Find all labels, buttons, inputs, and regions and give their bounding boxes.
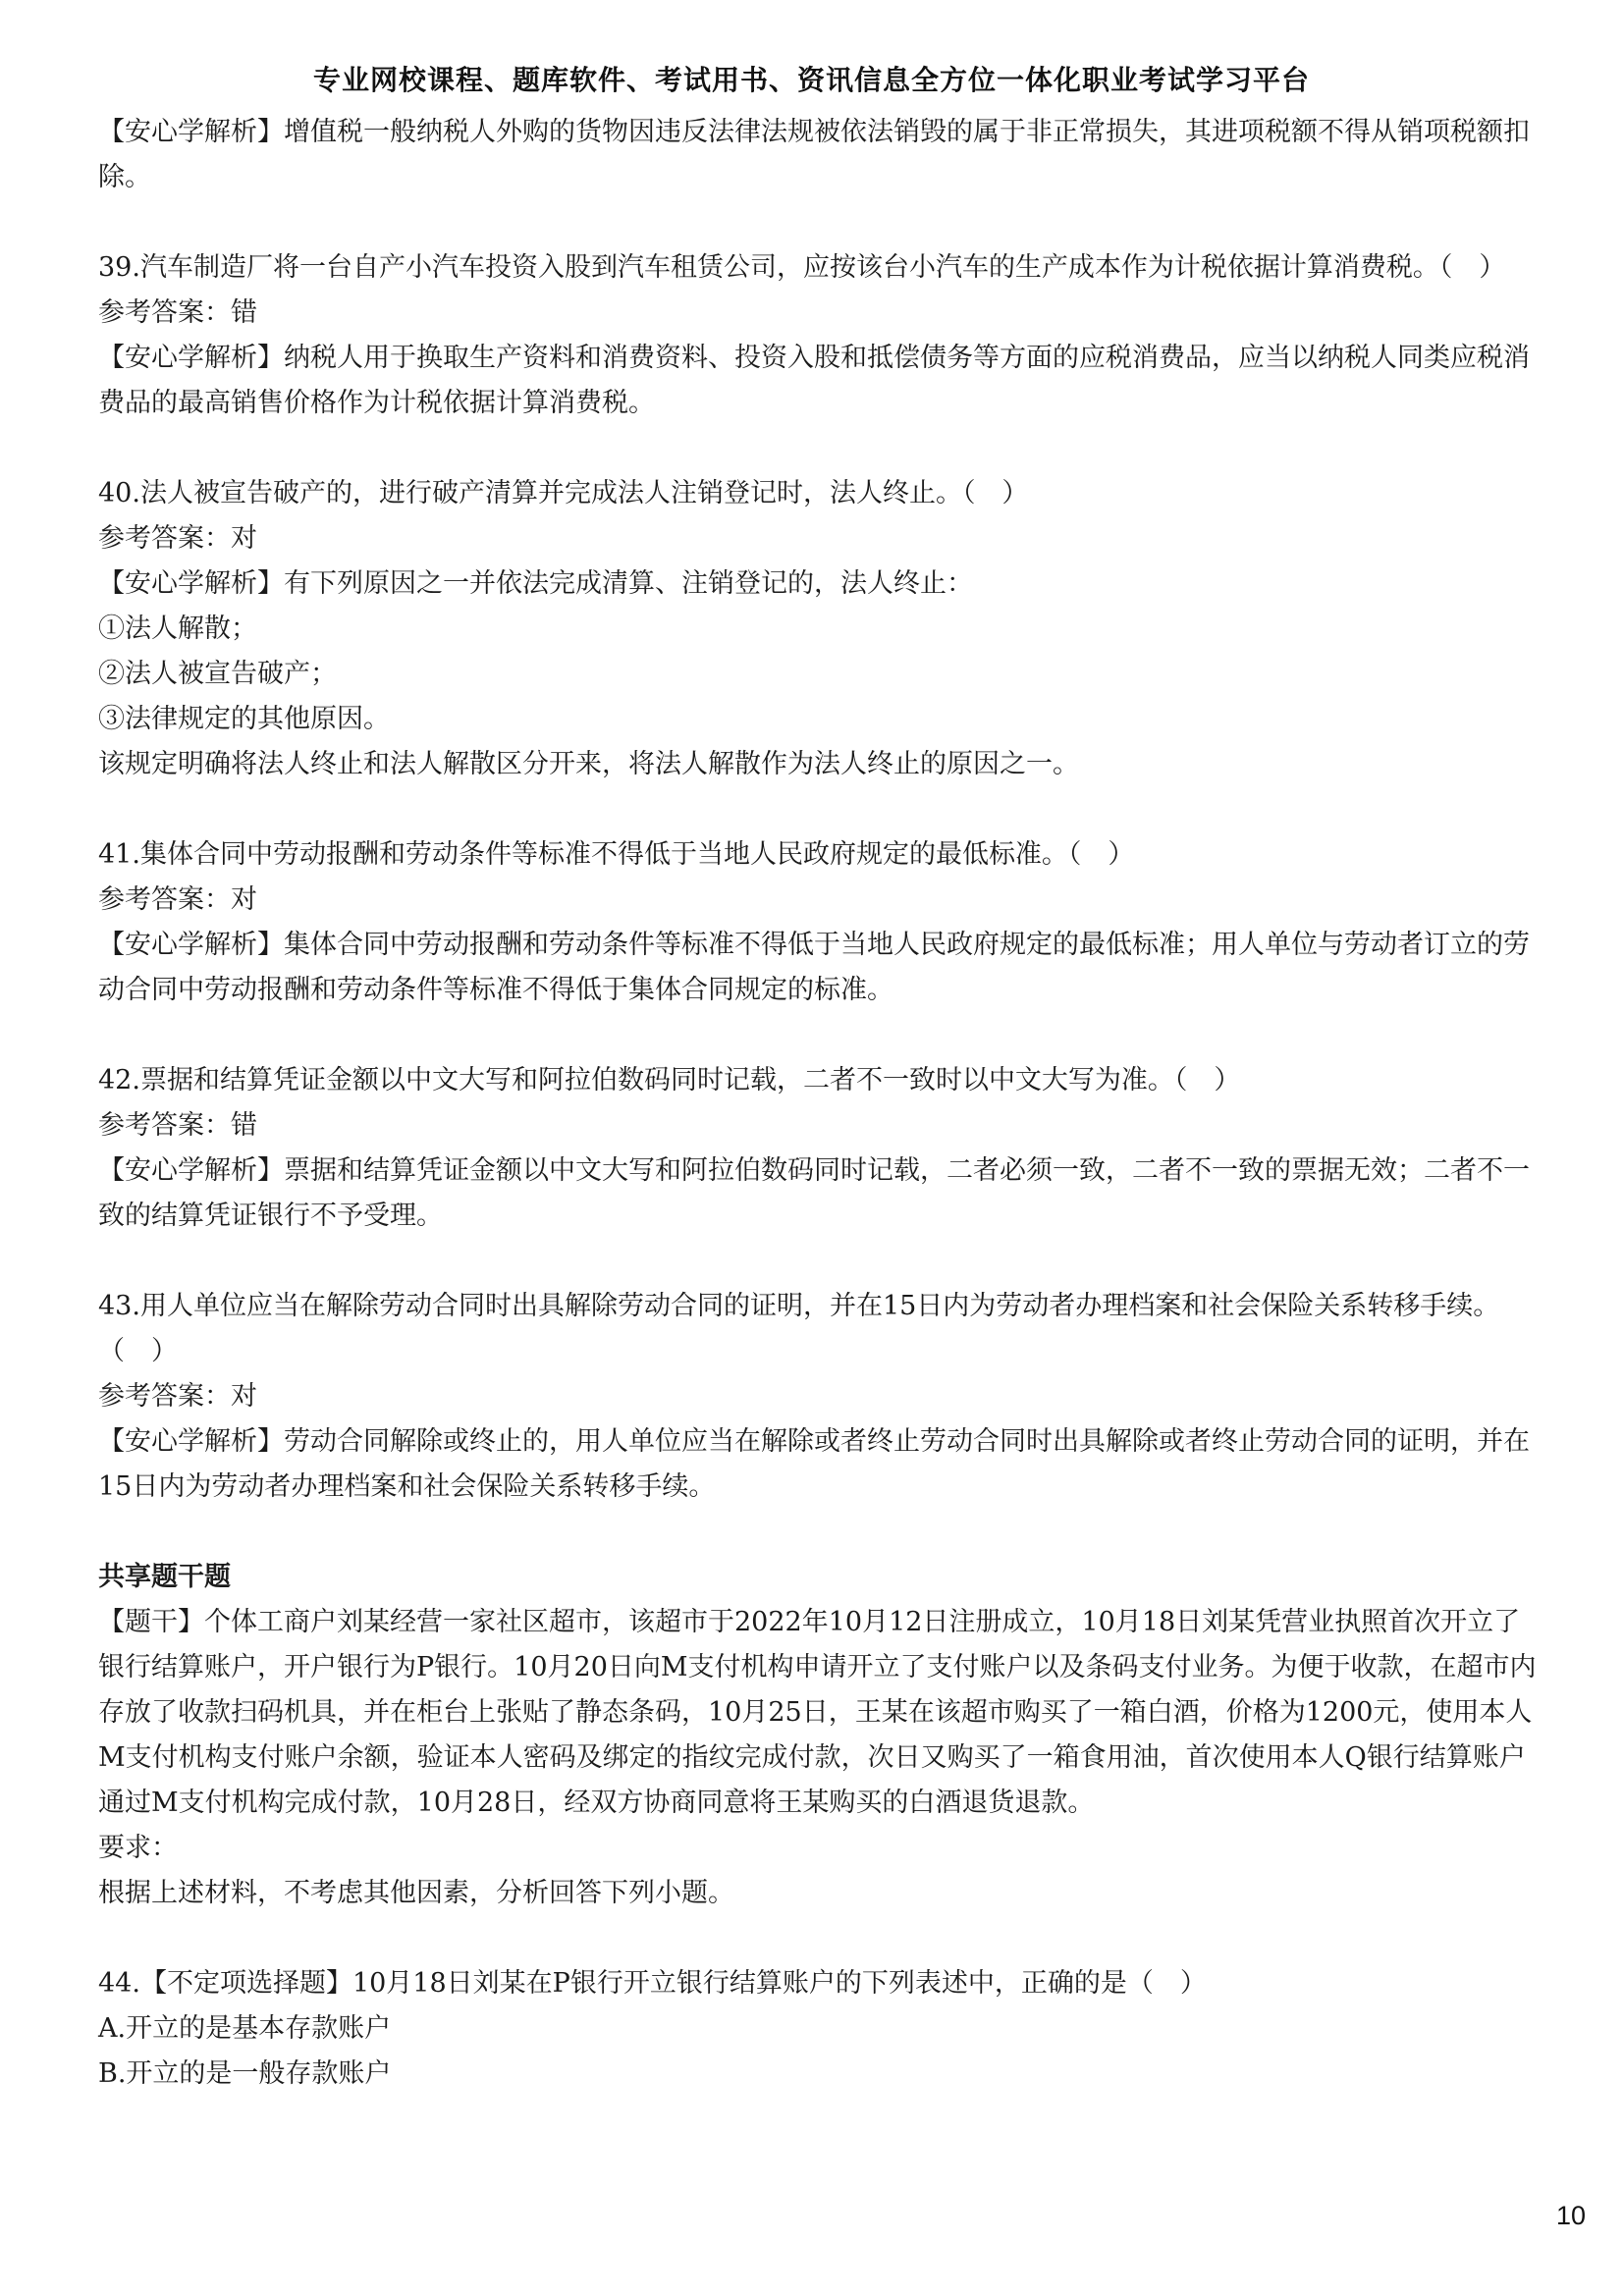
q40-item: ①法人解散； — [98, 614, 257, 644]
shared-requirement: 根据上述材料，不考虑其他因素，分析回答下列小题。 — [98, 1878, 734, 1908]
page-header: 专业网校课程、题库软件、考试用书、资讯信息全方位一体化职业考试学习平台 — [312, 64, 1310, 96]
q41-analysis: 【安心学解析】集体合同中劳动报酬和劳动条件等标准不得低于当地人民政府规定的最低标准；用人单位与劳动者订立的劳动合同中劳动报酬和劳动条件等标准不得低于集体合同规定的标准。 — [98, 930, 1530, 1005]
q42-question: 42.票据和结算凭证金额以中文大写和阿拉伯数码同时记载，二者不一致时以中文大写为准。（ ） — [98, 1065, 1241, 1095]
shared-requirement-label: 要求： — [98, 1833, 178, 1863]
document-body — [98, 110, 1537, 2097]
q39-analysis: 【安心学解析】纳税人用于换取生产资料和消费资料、投资入股和抵偿债务等方面的应税消费品，应当以纳税人同类应税消费品的最高销售价格作为计税依据计算消费税。 — [98, 343, 1530, 418]
q43-answer: 参考答案：对 — [98, 1381, 257, 1412]
q41-answer: 参考答案：对 — [98, 884, 257, 915]
q42-analysis: 【安心学解析】票据和结算凭证金额以中文大写和阿拉伯数码同时记载，二者必须一致，二者不一致的票据无效；二者不一致的结算凭证银行不予受理。 — [98, 1155, 1530, 1231]
q44-option-a: A.开立的是基本存款账户 — [98, 2013, 392, 2044]
spacer — [98, 1916, 1537, 1961]
spacer — [98, 787, 1537, 832]
spacer — [98, 1510, 1537, 1555]
q40-item: ③法律规定的其他原因。 — [98, 704, 390, 734]
spacer — [98, 1013, 1537, 1058]
q40-analysis: 【安心学解析】有下列原因之一并依法完成清算、注销登记的，法人终止： — [98, 568, 973, 599]
shared-section-title: 共享题干题 — [98, 1562, 231, 1592]
page-number: 10 — [1555, 2201, 1586, 2230]
shared-stem: 【题干】个体工商户刘某经营一家社区超市，该超市于2022年10月12日注册成立，10月18日刘某凭营业执照首次开立了银行结算账户，开户银行为P银行。10月20日向M支付机构申请开立了支付账户以及条码支付业务。为便于收款，在超市内存放了收款扫码机具，并在柜台上张贴了静态条码，10月25日，王某在该超市购买了一箱白酒，价格为1200元，使用本人M支付机构支付账户余额，验证本人密码及绑定的指纹完成付款，次日又购买了一箱食用油，首次使用本人Q银行结算账户通过M支付机构完成付款，10月28日，经双方协商同意将王某购买的白酒退货退款。 — [98, 1607, 1537, 1818]
q42-answer: 参考答案：错 — [98, 1110, 257, 1141]
q40-note: 该规定明确将法人终止和法人解散区分开来，将法人解散作为法人终止的原因之一。 — [98, 749, 1079, 779]
q39-answer: 参考答案：错 — [98, 297, 257, 328]
spacer — [98, 426, 1537, 471]
q43-analysis: 【安心学解析】劳动合同解除或终止的，用人单位应当在解除或者终止劳动合同时出具解除或者终止劳动合同的证明，并在15日内为劳动者办理档案和社会保险关系转移手续。 — [98, 1426, 1530, 1502]
q40-item: ②法人被宣告破产； — [98, 659, 337, 689]
spacer — [98, 1239, 1537, 1284]
q44-question: 44.【不定项选择题】10月18日刘某在P银行开立银行结算账户的下列表述中，正确的是（ ） — [98, 1968, 1207, 1999]
q38-analysis: 【安心学解析】增值税一般纳税人外购的货物因违反法律法规被依法销毁的属于非正常损失，其进项税额不得从销项税额扣除。 — [98, 117, 1530, 192]
q44-option-b: B.开立的是一般存款账户 — [98, 2058, 392, 2089]
q43-question: 43.用人单位应当在解除劳动合同时出具解除劳动合同的证明，并在15日内为劳动者办理档案和社会保险关系转移手续。（ ） — [98, 1291, 1500, 1366]
spacer — [98, 200, 1537, 245]
q40-answer: 参考答案：对 — [98, 523, 257, 554]
q41-question: 41.集体合同中劳动报酬和劳动条件等标准不得低于当地人民政府规定的最低标准。（ ） — [98, 839, 1135, 870]
q39-question: 39.汽车制造厂将一台自产小汽车投资入股到汽车租赁公司，应按该台小汽车的生产成本作为计税依据计算消费税。（ ） — [98, 252, 1506, 283]
q40-question: 40.法人被宣告破产的，进行破产清算并完成法人注销登记时，法人终止。（ ） — [98, 478, 1029, 508]
